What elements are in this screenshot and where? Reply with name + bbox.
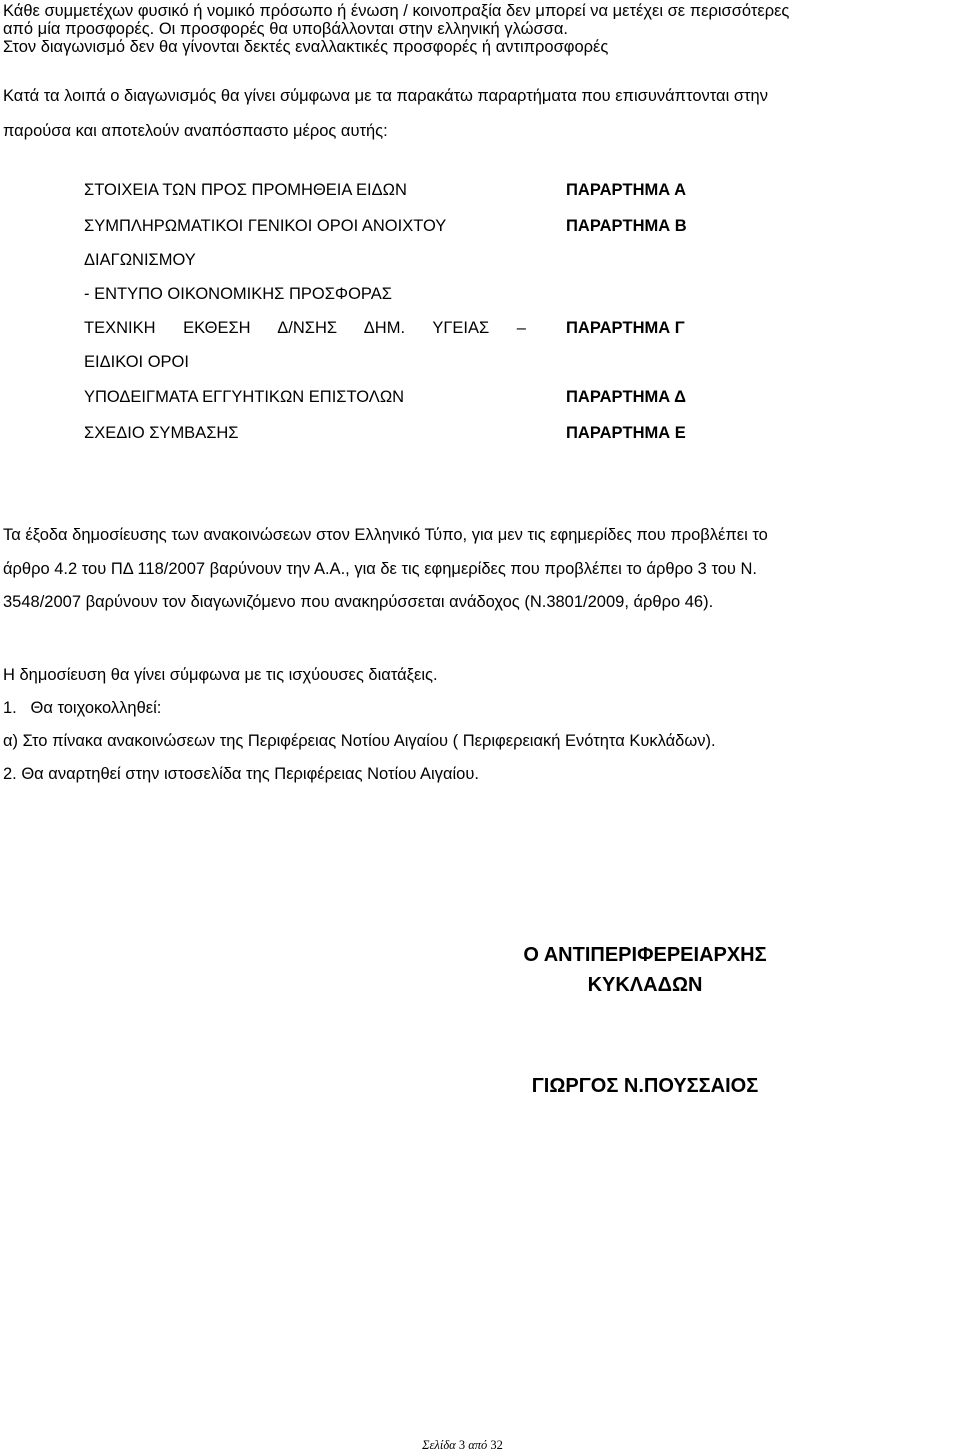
annex-description: ΣΤΟΙΧΕΙΑ ΤΩΝ ΠΡΟΣ ΠΡΟΜΗΘΕΙΑ ΕΙΔΩΝ <box>84 181 407 199</box>
fees-line: άρθρο 4.2 του ΠΔ 118/2007 βαρύνουν την Α.Α., για δε τις εφημερίδες που προβλέπει το άρθρο 3 του Ν. <box>3 559 758 578</box>
annex-description: ΣΧΕΔΙΟ ΣΥΜΒΑΣΗΣ <box>84 424 239 442</box>
signatory-name: ΓΙΩΡΓΟΣ Ν.ΠΟΥΣΣΑΙΟΣ <box>531 1075 759 1097</box>
publication-fees-paragraph <box>3 519 958 620</box>
annex-description: ΔΙΑΓΩΝΙΣΜΟΥ <box>84 251 196 269</box>
signatory-title-line: Ο ΑΝΤΙΠΕΡΙΦΕΡΕΙΑΡΧΗΣ <box>523 944 767 966</box>
page-footer <box>0 1438 925 1453</box>
intro-paragraph <box>3 2 958 56</box>
signatory-title-line: ΚΥΚΛΑΔΩΝ <box>587 974 703 996</box>
annex-description: ΥΠΟΔΕΙΓΜΑΤΑ ΕΓΓΥΗΤΙΚΩΝ ΕΠΙΣΤΟΛΩΝ <box>84 388 405 406</box>
annex-intro-paragraph <box>3 79 958 149</box>
intro-line: Κάθε συμμετέχων φυσικό ή νομικό πρόσωπο ή ένωση / κοινοπραξία δεν μπορεί να μετέχει σε περισσότερες <box>3 2 790 20</box>
fees-line: Τα έξοδα δημοσίευσης των ανακοινώσεων στον Ελληνικό Τύπο, για μεν τις εφημερίδες που προβλέπει το <box>3 526 768 544</box>
annex-description: - ΕΝΤΥΠΟ ΟΙΚΟΝΟΜΙΚΗΣ ΠΡΟΣΦΟΡΑΣ <box>84 285 392 303</box>
publication-line: 2. Θα αναρτηθεί στην ιστοσελίδα της Περιφέρειας Νοτίου Αιγαίου. <box>3 765 479 783</box>
publication-line: 1. Θα τοιχοκολληθεί: <box>3 699 162 717</box>
annex-intro-line: Κατά τα λοιπά ο διαγωνισμός θα γίνει σύμφωνα με τα παρακάτω παραρτήματα που επισυνάπτονται στην <box>3 87 768 105</box>
intro-line: Στον διαγωνισμό δεν θα γίνονται δεκτές εναλλακτικές προσφορές ή αντιπροσφορές <box>3 38 609 56</box>
fees-line: 3548/2007 βαρύνουν τον διαγωνιζόμενο που ανακηρύσσεται ανάδοχος (Ν.3801/2009, άρθρο 46). <box>3 593 714 611</box>
publication-line: α) Στο πίνακα ανακοινώσεων της Περιφέρειας Νοτίου Αιγαίου ( Περιφερειακή Ενότητα Κυκλάδων). <box>3 732 716 750</box>
annex-description: ΣΥΜΠΛΗΡΩΜΑΤΙΚΟΙ ΓΕΝΙΚΟΙ ΟΡΟΙ ΑΝΟΙΧΤΟΥ <box>84 217 447 235</box>
signatory-title <box>445 940 845 1000</box>
annex-description: ΕΙΔΙΚΟΙ ΟΡΟΙ <box>84 353 189 371</box>
annex-label: ΠΑΡΑΡΤΗΜΑ Ε <box>566 424 686 442</box>
annex-label: ΠΑΡΑΡΤΗΜΑ Α <box>566 181 687 199</box>
annex-intro-line: παρούσα και αποτελούν αναπόσπαστο μέρος αυτής: <box>3 122 388 140</box>
annex-description: ΤΕΧΝΙΚΗ ΕΚΘΕΣΗ Δ/ΝΣΗΣ ΔΗΜ. ΥΓΕΙΑΣ – <box>84 319 526 337</box>
current-page-number: 3 <box>458 1438 466 1452</box>
annex-label: ΠΑΡΑΡΤΗΜΑ Β <box>566 217 687 235</box>
page-word: Σελίδα <box>422 1438 456 1452</box>
annex-label: ΠΑΡΑΡΤΗΜΑ Δ <box>566 388 687 406</box>
annex-label: ΠΑΡΑΡΤΗΜΑ Γ <box>566 319 685 337</box>
publication-notice <box>3 659 958 791</box>
of-word: από <box>468 1438 488 1452</box>
intro-line: από μία προσφορές. Οι προσφορές θα υποβάλλονται στην ελληνική γλώσσα. <box>3 20 568 38</box>
publication-line: Η δημοσίευση θα γίνει σύμφωνα με τις ισχύουσες διατάξεις. <box>3 666 438 684</box>
total-pages-number: 32 <box>490 1438 503 1452</box>
